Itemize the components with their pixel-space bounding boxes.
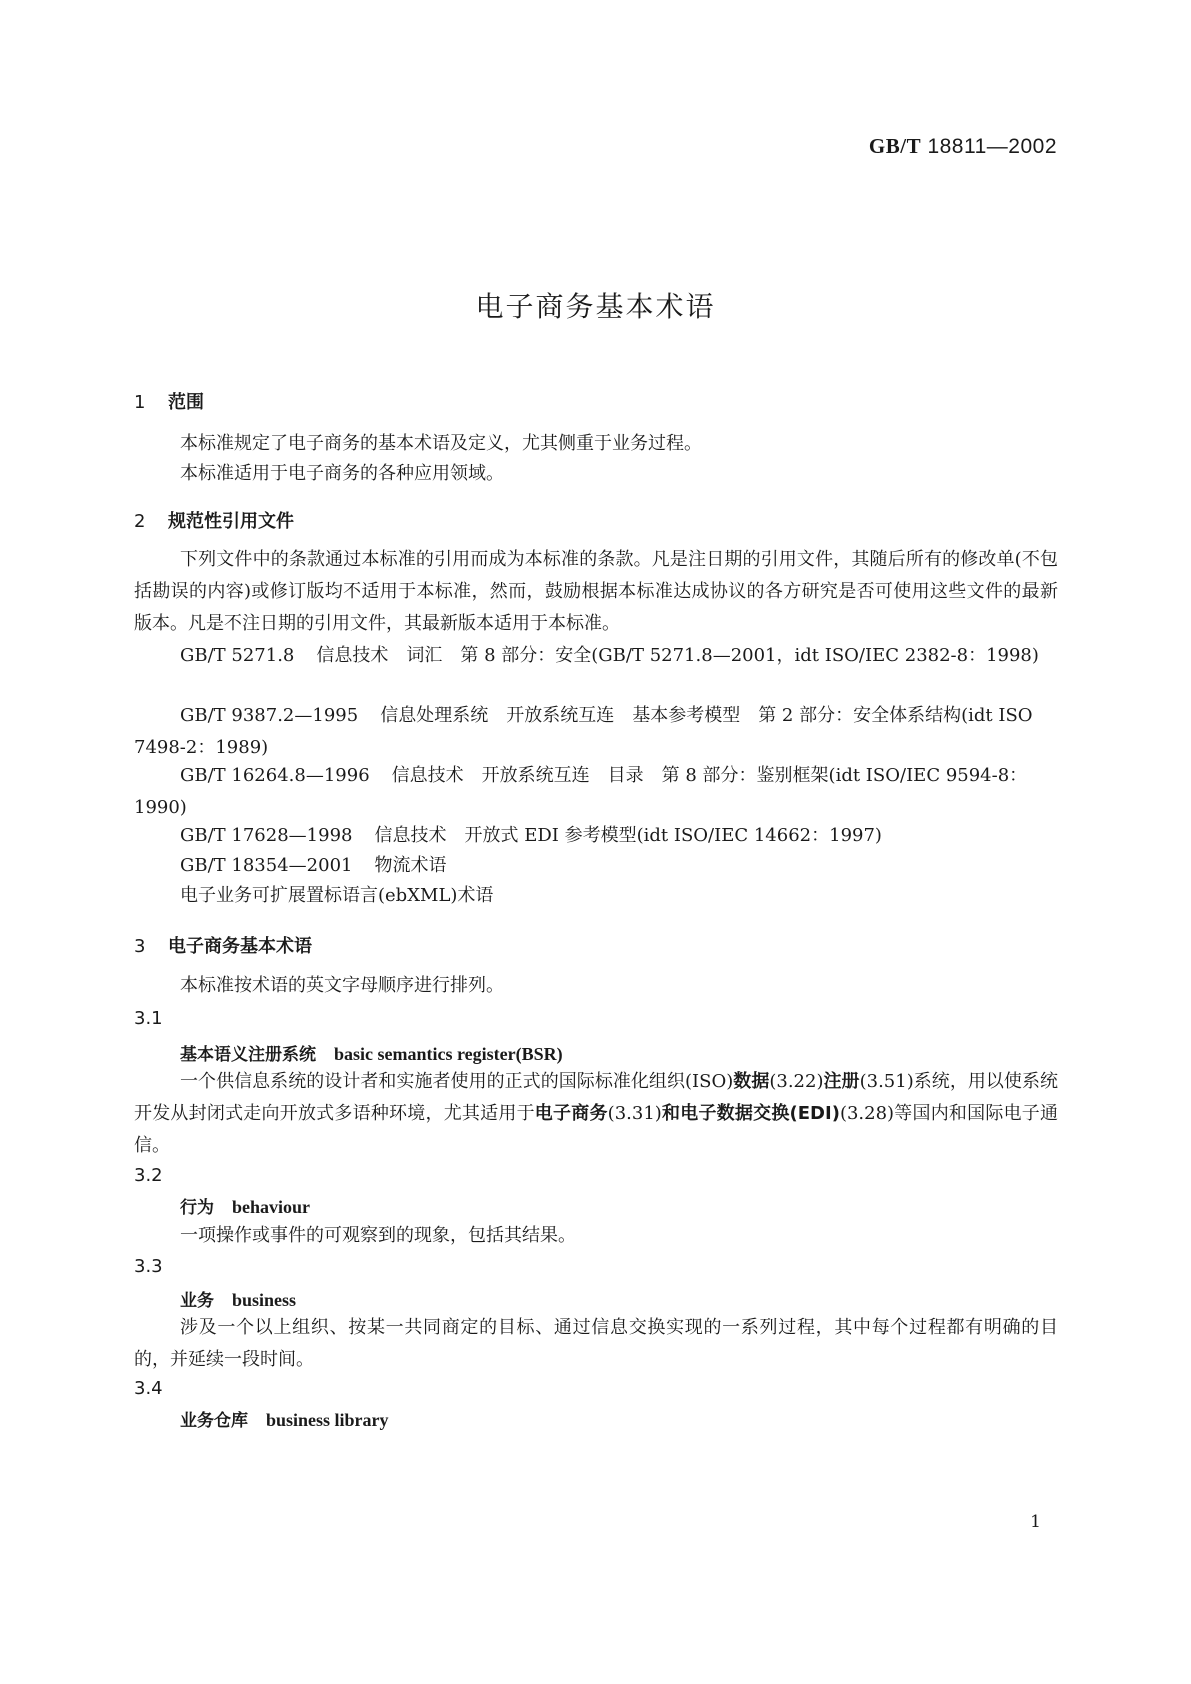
term-heading: 业务 business	[180, 1290, 297, 1311]
term-number: 3.4	[134, 1378, 163, 1399]
section-1-heading: 1 范围	[134, 392, 204, 413]
section-3-heading: 3 电子商务基本术语	[134, 936, 312, 957]
term-number: 3.2	[134, 1165, 163, 1186]
term-heading: 行为 behaviour	[180, 1197, 311, 1218]
page-number: 1	[1030, 1512, 1041, 1532]
reference-item: GB/T 17628—1998 信息技术 开放式 EDI 参考模型(idt ISO/IEC 14662：1997)	[180, 825, 882, 846]
term-number: 3.3	[134, 1256, 163, 1277]
section-2-intro: 下列文件中的条款通过本标准的引用而成为本标准的条款。凡是注日期的引用文件，其随后所有的修改单(不包括勘误的内容)或修订版均不适用于本标准，然而，鼓励根据本标准达成协议的各方研究是否可使用这些文件的最新版本。凡是不注日期的引用文件，其最新版本适用于本标准。	[134, 549, 1058, 634]
term-definition: 一个供信息系统的设计者和实施者使用的正式的国际标准化组织(ISO)数据(3.22)注册(3.51)系统，用以使系统开发从封闭式走向开放式多语种环境，尤其适用于电子商务(3.31)和电子数据交换(EDI)(3.28)等国内和国际电子通信。	[134, 1071, 1059, 1156]
term-definition: 一项操作或事件的可观察到的现象，包括其结果。	[180, 1225, 576, 1246]
term-heading: 业务仓库 business library	[180, 1410, 389, 1431]
section-2-heading: 2 规范性引用文件	[134, 511, 294, 532]
reference-item: GB/T 9387.2—1995 信息处理系统 开放系统互连 基本参考模型 第 2 部分：安全体系结构(idt ISO 7498-2：1989)	[134, 705, 1033, 758]
reference-item: 电子业务可扩展置标语言(ebXML)术语	[180, 885, 494, 906]
standard-number: GB/T 18811—2002	[868, 134, 1057, 158]
section-3-intro: 本标准按术语的英文字母顺序进行排列。	[180, 975, 504, 996]
term-definition: 涉及一个以上组织、按某一共同商定的目标、通过信息交换实现的一系列过程，其中每个过程都有明确的目的，并延续一段时间。	[134, 1317, 1058, 1370]
section-1-para-2: 本标准适用于电子商务的各种应用领域。	[180, 463, 504, 484]
reference-item: GB/T 5271.8 信息技术 词汇 第 8 部分：安全(GB/T 5271.8—2001，idt ISO/IEC 2382-8：1998)	[180, 645, 1039, 666]
reference-item: GB/T 16264.8—1996 信息技术 开放系统互连 目录 第 8 部分：鉴别框架(idt ISO/IEC 9594-8：1990)	[134, 765, 1028, 818]
section-1-para-1: 本标准规定了电子商务的基本术语及定义，尤其侧重于业务过程。	[180, 433, 702, 454]
document-title: 电子商务基本术语	[475, 290, 716, 323]
term-number: 3.1	[134, 1008, 163, 1029]
term-heading: 基本语义注册系统 basic semantics register(BSR)	[180, 1044, 563, 1065]
reference-item: GB/T 18354—2001 物流术语	[180, 855, 447, 876]
